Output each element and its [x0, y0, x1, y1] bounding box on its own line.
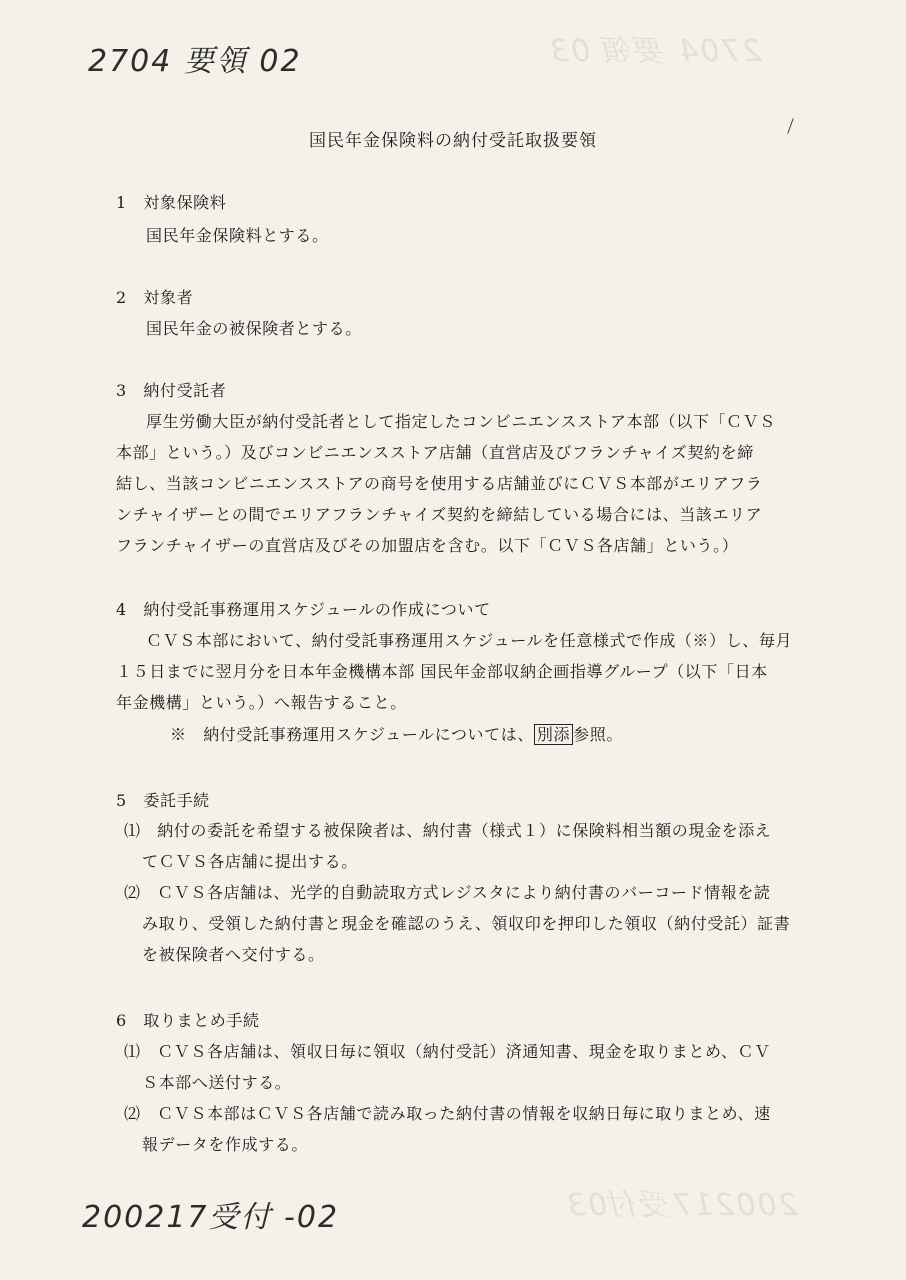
- section-4-text-line: １５日までに翌月分を日本年金機構本部 国民年金部収納企画指導グループ（以下「日本: [116, 662, 768, 681]
- section-5-heading: 5 委託手続: [116, 791, 210, 810]
- section-5-item-2: み取り、受領した納付書と現金を確認のうえ、領収印を押印した領収（納付受託）証書: [142, 914, 791, 933]
- section-5-item-1: ⑴ 納付の委託を希望する被保険者は、納付書（様式１）に保険料相当額の現金を添え: [124, 821, 772, 840]
- section-4-heading: 4 納付受託事務運用スケジュールの作成について: [116, 600, 491, 619]
- section-5-item-2: を被保険者へ交付する。: [142, 945, 325, 964]
- section-4-text-line: ＣＶＳ本部において、納付受託事務運用スケジュールを任意様式で作成（※）し、毎月: [146, 631, 793, 650]
- section-3-text-line: 結し、当該コンビニエンスストアの商号を使用する店舗並びにＣＶＳ本部がエリアフラ: [116, 474, 763, 493]
- section-6-item-2: 報データを作成する。: [142, 1135, 309, 1154]
- note-text: 参照。: [573, 725, 623, 744]
- section-6-item-2: ⑵ ＣＶＳ本部はＣＶＳ各店舗で読み取った納付書の情報を収納日毎に取りまとめ、速: [124, 1104, 771, 1123]
- note-text: ※ 納付受託事務運用スケジュールについては、: [170, 725, 534, 744]
- bleed-through-mark: 200217受付03: [565, 1188, 798, 1223]
- section-3-text-line: ンチャイザーとの間でエリアフランチャイズ契約を締結している場合には、当該エリア: [116, 505, 763, 524]
- section-2-text: 国民年金の被保険者とする。: [146, 319, 362, 338]
- section-6-item-1: ⑴ ＣＶＳ各店舗は、領収日毎に領収（納付受託）済通知書、現金を取りまとめ、ＣＶ: [124, 1042, 771, 1061]
- attachment-reference-box: 別添: [534, 724, 573, 745]
- document-title: 国民年金保険料の納付受託取扱要領: [309, 131, 597, 151]
- section-5-item-1: てＣＶＳ各店舗に提出する。: [142, 852, 358, 871]
- section-4-note: [170, 724, 623, 746]
- section-3-heading: 3 納付受託者: [116, 381, 227, 400]
- handwritten-annotation-bottom: 200217受付 -02: [82, 1200, 340, 1235]
- section-6-heading: 6 取りまとめ手続: [116, 1011, 260, 1030]
- section-5-item-2: ⑵ ＣＶＳ各店舗は、光学的自動読取方式レジスタにより納付書のバーコード情報を読: [124, 883, 771, 902]
- section-3-text-line: 厚生労働大臣が納付受託者として指定したコンビニエンスストア本部（以下「ＣＶＳ: [146, 412, 776, 431]
- section-3-text-line: 本部」という。）及びコンビニエンスストア店舗（直営店及びフランチャイズ契約を締: [116, 443, 754, 462]
- section-6-item-1: Ｓ本部へ送付する。: [142, 1073, 292, 1092]
- section-3-text-line: フランチャイザーの直営店及びその加盟店を含む。以下「ＣＶＳ各店舗」という。）: [116, 536, 739, 555]
- section-2-heading: 2 対象者: [116, 288, 194, 307]
- handwritten-annotation-top: 2704 要領 02: [88, 44, 302, 79]
- section-1-text: 国民年金保険料とする。: [146, 226, 329, 245]
- section-4-text-line: 年金機構」という。）へ報告すること。: [116, 693, 407, 712]
- bleed-through-mark: 2704 要領 03: [548, 34, 762, 69]
- section-1-heading: 1 対象保険料: [116, 193, 227, 212]
